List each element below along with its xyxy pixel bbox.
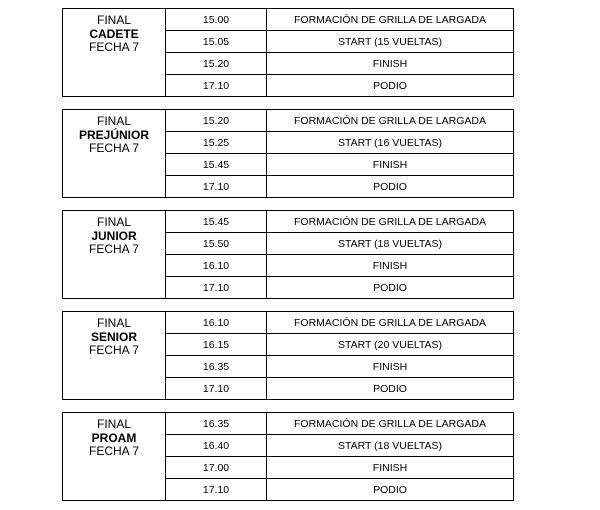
- event-cell: FINISH: [372, 57, 408, 70]
- event-cell: START (15 VUELTAS): [337, 35, 443, 48]
- event-cell: START (18 VUELTAS): [337, 439, 443, 452]
- event-cell: FINISH: [372, 259, 408, 272]
- category-label-cell: [63, 9, 166, 96]
- event-cell: START (16 VUELTAS): [337, 136, 443, 149]
- event-cell: FINISH: [372, 158, 408, 171]
- time-cell: 15.25: [166, 132, 267, 153]
- fecha-label: FECHA 7: [88, 242, 139, 256]
- category-label-cell: [63, 413, 166, 500]
- event-cell: FORMACIÓN DE GRILLA DE LARGADA: [294, 417, 486, 430]
- final-label: FINAL: [96, 215, 131, 229]
- event-cell: PODIO: [373, 281, 407, 294]
- event-cell: PODIO: [373, 180, 407, 193]
- event-cell: PODIO: [373, 382, 407, 395]
- schedule-row: [166, 53, 513, 75]
- category-name: JUNIOR: [91, 228, 137, 243]
- schedule-row: [166, 211, 513, 233]
- schedule-row: [166, 334, 513, 356]
- event-cell: FINISH: [372, 360, 408, 373]
- schedule-row: [166, 277, 513, 298]
- time-cell: 17.10: [166, 378, 267, 399]
- event-cell: PODIO: [373, 483, 407, 496]
- time-cell: 17.00: [166, 457, 267, 478]
- time-cell: 15.45: [166, 211, 267, 232]
- final-label: FINAL: [96, 13, 131, 27]
- schedule-block-senior: [62, 311, 514, 400]
- time-cell: 17.10: [166, 176, 267, 197]
- schedule-row: [166, 75, 513, 96]
- final-label: FINAL: [96, 417, 131, 431]
- schedule-row: [166, 233, 513, 255]
- category-label-cell: [63, 211, 166, 298]
- time-cell: 16.40: [166, 435, 267, 456]
- event-cell: START (18 VUELTAS): [337, 237, 443, 250]
- time-cell: 17.10: [166, 277, 267, 298]
- schedule-row: [166, 132, 513, 154]
- event-cell: PODIO: [373, 79, 407, 92]
- schedule-row: [166, 176, 513, 197]
- time-cell: 15.45: [166, 154, 267, 175]
- time-cell: 15.00: [166, 9, 267, 30]
- schedule-block-prejunior: [62, 109, 514, 198]
- category-label-cell: [63, 312, 166, 399]
- schedule-block-junior: [62, 210, 514, 299]
- event-cell: START (20 VUELTAS): [337, 338, 443, 351]
- event-cell: FINISH: [372, 461, 408, 474]
- schedule-row: [166, 312, 513, 334]
- schedule-row: [166, 457, 513, 479]
- schedule-block-proam: [62, 412, 514, 501]
- event-cell: FORMACIÓN DE GRILLA DE LARGADA: [294, 215, 486, 228]
- category-label-cell: [63, 110, 166, 197]
- time-cell: 15.20: [166, 110, 267, 131]
- fecha-label: FECHA 7: [88, 40, 139, 54]
- final-label: FINAL: [96, 316, 131, 330]
- schedule-block-cadete: [62, 8, 514, 97]
- time-cell: 16.35: [166, 356, 267, 377]
- schedule-row: [166, 378, 513, 399]
- time-cell: 16.10: [166, 312, 267, 333]
- category-name: SENIOR: [90, 329, 137, 344]
- schedule-row: [166, 9, 513, 31]
- final-label: FINAL: [96, 114, 131, 128]
- time-cell: 15.50: [166, 233, 267, 254]
- time-cell: 16.10: [166, 255, 267, 276]
- category-name: PROAM: [91, 430, 137, 445]
- category-name: CADETE: [89, 26, 139, 41]
- fecha-label: FECHA 7: [88, 141, 139, 155]
- schedule-row: [166, 31, 513, 53]
- fecha-label: FECHA 7: [88, 444, 139, 458]
- time-cell: 17.10: [166, 479, 267, 500]
- time-cell: 16.15: [166, 334, 267, 355]
- event-cell: FORMACIÓN DE GRILLA DE LARGADA: [294, 114, 486, 127]
- time-cell: 16.35: [166, 413, 267, 434]
- schedule-row: [166, 413, 513, 435]
- event-cell: FORMACIÓN DE GRILLA DE LARGADA: [294, 316, 486, 329]
- time-cell: 15.05: [166, 31, 267, 52]
- schedule-row: [166, 110, 513, 132]
- event-cell: FORMACIÓN DE GRILLA DE LARGADA: [294, 13, 486, 26]
- time-cell: 15.20: [166, 53, 267, 74]
- schedule-row: [166, 479, 513, 500]
- time-cell: 17.10: [166, 75, 267, 96]
- schedule-row: [166, 154, 513, 176]
- schedule-row: [166, 356, 513, 378]
- fecha-label: FECHA 7: [88, 343, 139, 357]
- schedule-row: [166, 435, 513, 457]
- category-name: PREJÚNIOR: [78, 127, 149, 142]
- schedule-row: [166, 255, 513, 277]
